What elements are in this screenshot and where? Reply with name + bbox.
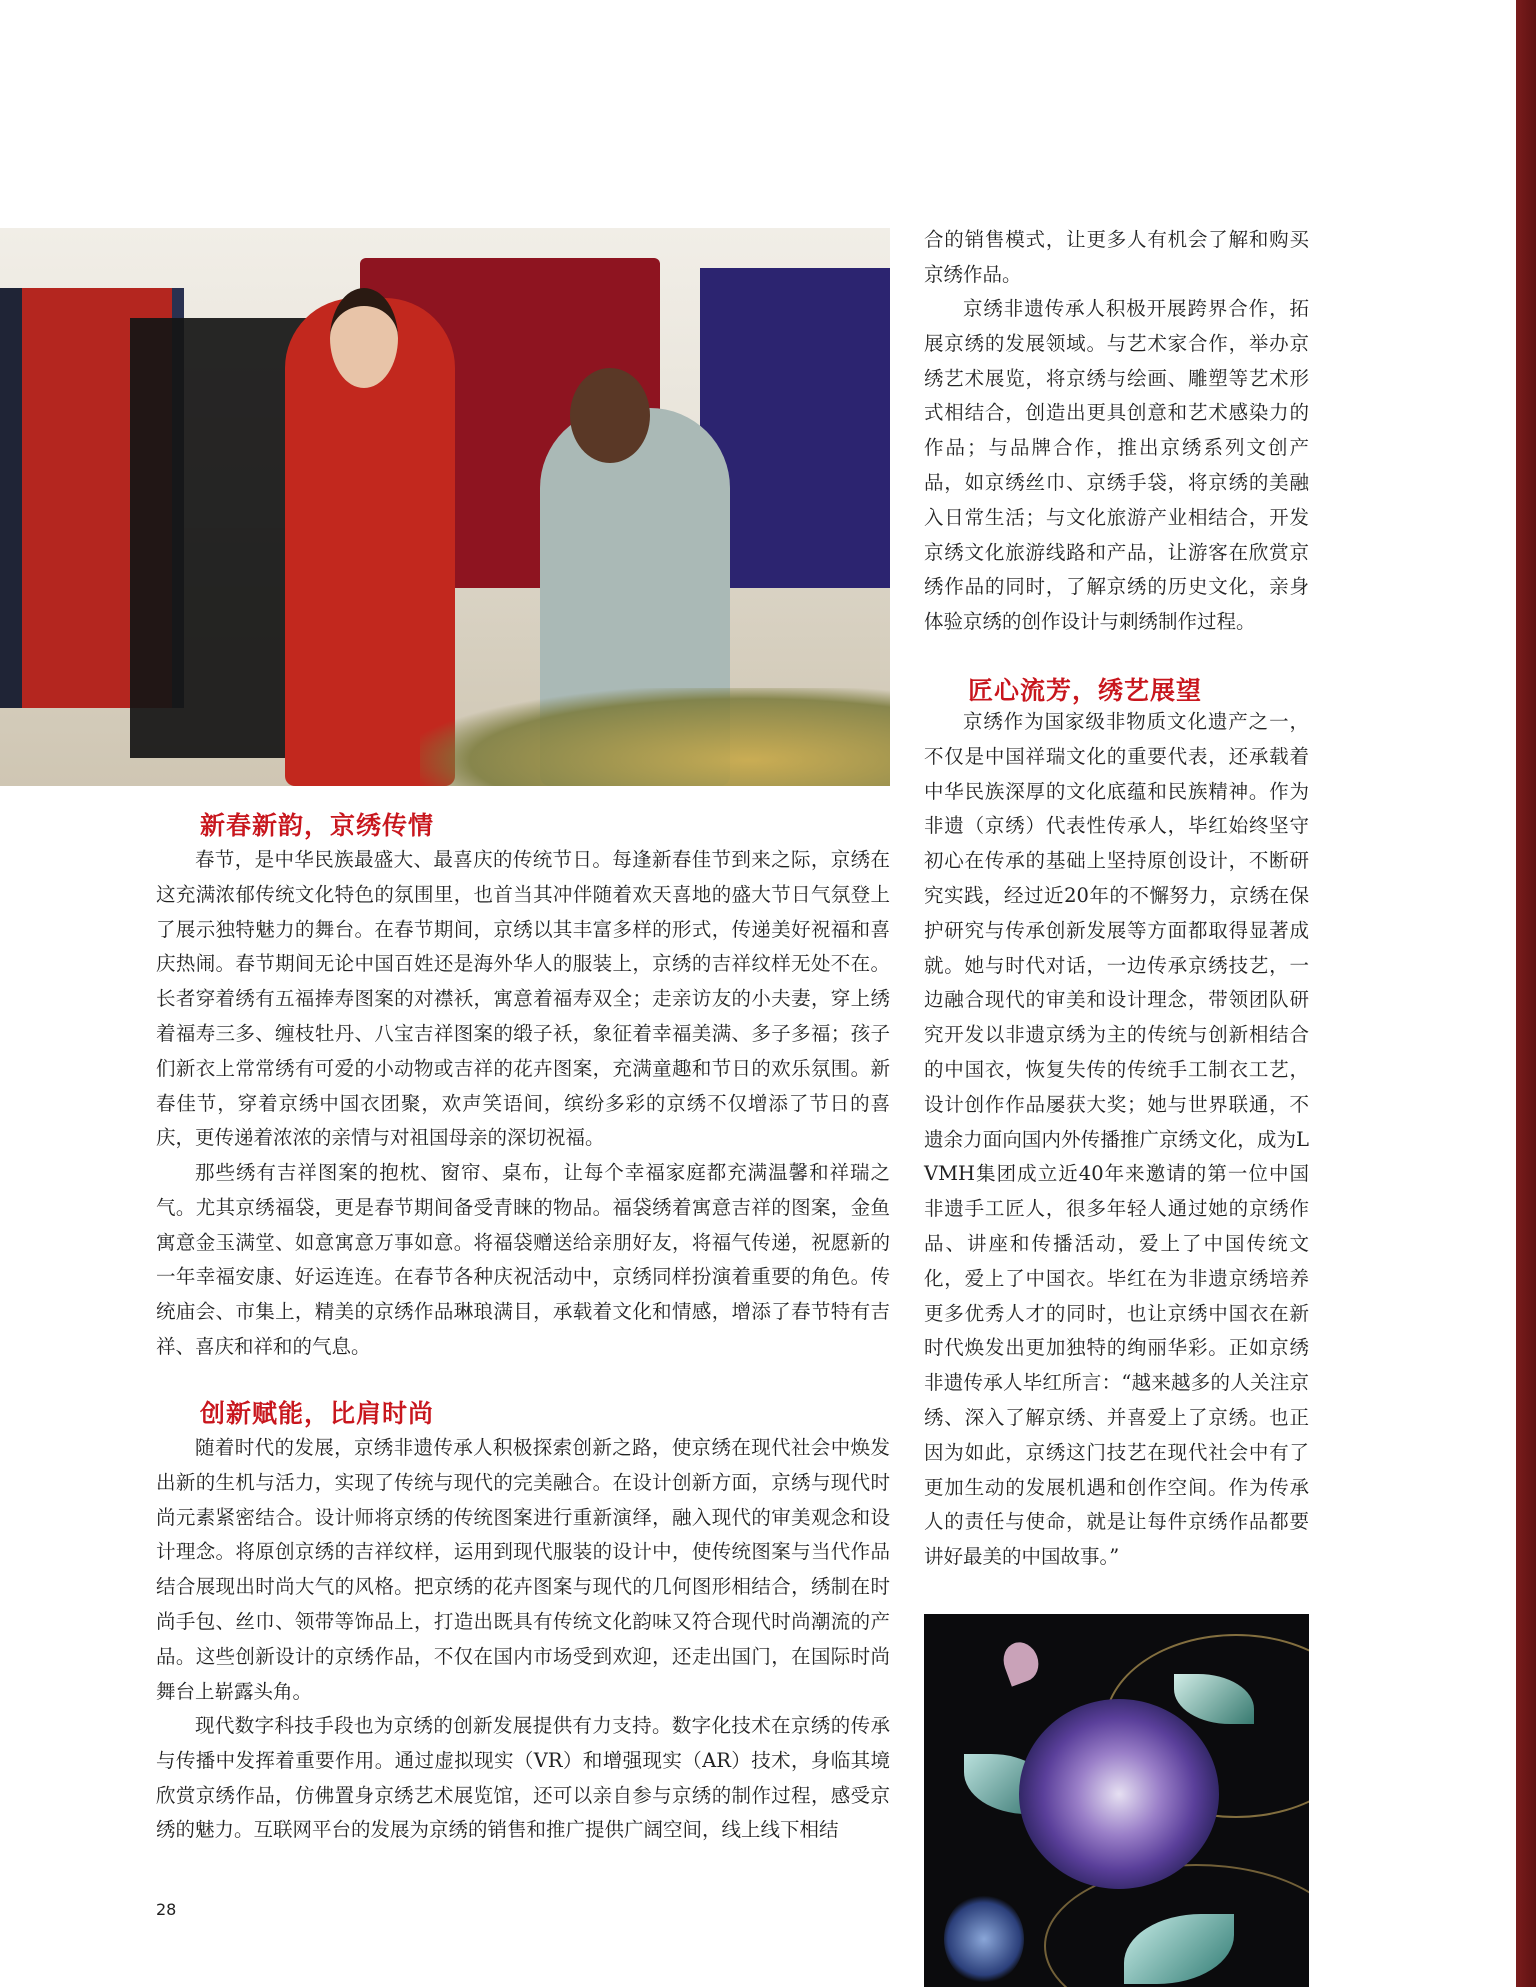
page-number: 28 <box>156 1900 177 1919</box>
section-heading-spring: 新春新韵，京绣传情 <box>200 811 435 840</box>
page-edge-band <box>1516 0 1536 1987</box>
paragraph: 那些绣有吉祥图案的抱枕、窗帘、桌布，让每个幸福家庭都充满温馨和祥瑞之气。尤其京绣福袋，更是春节期间备受青睐的物品。福袋绣着寓意吉祥的图案，金鱼寓意金玉满堂、如意寓意万事如意。将福袋赠送给亲朋好友，将福气传递，祝愿新的一年幸福安康、好运连连。在春节各种庆祝活动中，京绣同样扮演着重要的角色。传统庙会、市集上，精美的京绣作品琳琅满目，承载着文化和情感，增添了春节特有吉祥、喜庆和祥和的气息。 <box>156 1161 890 1358</box>
paragraph-continuation: 合的销售模式，让更多人有机会了解和购买京绣作品。 <box>924 228 1309 286</box>
peony-flower <box>1019 1699 1219 1889</box>
section-heading-outlook: 匠心流芳，绣艺展望 <box>968 676 1203 705</box>
section-heading-innovation: 创新赋能，比肩时尚 <box>200 1399 435 1428</box>
embroidery-peony-photo <box>924 1614 1309 1987</box>
blue-flower <box>944 1894 1024 1984</box>
flower-bud <box>998 1637 1044 1686</box>
woman-head-2 <box>570 368 650 463</box>
paragraph: 京绣作为国家级非物质文化遗产之一，不仅是中国祥瑞文化的重要代表，还承载着中华民族深厚的文化底蕴和民族精神。作为非遗（京绣）代表性传承人，毕红始终坚守初心在传承的基础上坚持原创设计，不断研究实践，经过近20年的不懈努力，京绣在保护研究与传承创新发展等方面都取得显著成就。她与时代对话，一边传承京绣技艺，一边融合现代的审美和设计理念，带领团队研究开发以非遗京绣为主的传统与创新相结合的中国衣，恢复失传的传统手工制衣工艺，设计创作作品屡获大奖；她与世界联通，不遗余力面向国内外传播推广京绣文化，成为LVMH集团成立近40年来邀请的第一位中国非遗手工匠人，很多年轻人通过她的京绣作品、讲座和传播活动，爱上了中国传统文化，爱上了中国衣。毕红在为非遗京绣培养更多优秀人才的同时，也让京绣中国衣在新时代焕发出更加独特的绚丽华彩。正如京绣非遗传承人毕红所言：“越来越多的人关注京绣、深入了解京绣、并喜爱上了京绣。也正因为如此，京绣这门技艺在现代社会中有了更加生动的发展机遇和创作空间。作为传承人的责任与使命，就是让每件京绣作品都要讲好最美的中国故事。” <box>924 710 1309 1569</box>
paragraph: 现代数字科技手段也为京绣的创新发展提供有力支持。数字化技术在京绣的传承与传播中发挥着重要作用。通过虚拟现实（VR）和增强现实（AR）技术，身临其境欣赏京绣作品，仿佛置身京绣艺术展览馆，还可以亲自参与京绣的制作过程，感受京绣的魅力。互联网平台的发展为京绣的销售和推广提供广阔空间，线上线下相结 <box>156 1714 890 1842</box>
woman-head <box>330 288 398 388</box>
exhibition-photo <box>0 228 890 786</box>
paragraph: 京绣非遗传承人积极开展跨界合作，拓展京绣的发展领域。与艺术家合作，举办京绣艺术展览，将京绣与绘画、雕塑等艺术形式相结合，创造出更具创意和艺术感染力的作品；与品牌合作，推出京绣系列文创产品，如京绣丝巾、京绣手袋，将京绣的美融入日常生活；与文化旅游产业相结合，开发京绣文化旅游线路和产品，让游客在欣赏京绣作品的同时，了解京绣的历史文化，亲身体验京绣的创作设计与刺绣制作过程。 <box>924 297 1309 634</box>
paragraph: 春节，是中华民族最盛大、最喜庆的传统节日。每逢新春佳节到来之际，京绣在这充满浓郁传统文化特色的氛围里，也首当其冲伴随着欢天喜地的盛大节日气氛登上了展示独特魅力的舞台。在春节期间，京绣以其丰富多样的形式，传递美好祝福和喜庆热闹。春节期间无论中国百姓还是海外华人的服装上，京绣的吉祥纹样无处不在。长者穿着绣有五福捧寿图案的对襟袄，寓意着福寿双全；走亲访友的小夫妻，穿上绣着福寿三多、缠枝牡丹、八宝吉祥图案的缎子袄，象征着幸福美满、多子多福；孩子们新衣上常常绣有可爱的小动物或吉祥的花卉图案，充满童趣和节日的欢乐氛围。新春佳节，穿着京绣中国衣团聚，欢声笑语间，缤纷多彩的京绣不仅增添了节日的喜庆，更传递着浓浓的亲情与对祖国母亲的深切祝福。 <box>156 848 890 1150</box>
paragraph: 随着时代的发展，京绣非遗传承人积极探索创新之路，使京绣在现代社会中焕发出新的生机与活力，实现了传统与现代的完美融合。在设计创新方面，京绣与现代时尚元素紧密结合。设计师将京绣的传统图案进行重新演绎，融入现代的审美观念和设计理念。将原创京绣的吉祥纹样，运用到现代服装的设计中，使传统图案与当代作品结合展现出时尚大气的风格。把京绣的花卉图案与现代的几何图形相结合，绣制在时尚手包、丝巾、领带等饰品上，打造出既具有传统文化韵味又符合现代时尚潮流的产品。这些创新设计的京绣作品，不仅在国内市场受到欢迎，还走出国门，在国际时尚舞台上崭露头角。 <box>156 1436 890 1703</box>
foreground-blur <box>420 688 890 786</box>
